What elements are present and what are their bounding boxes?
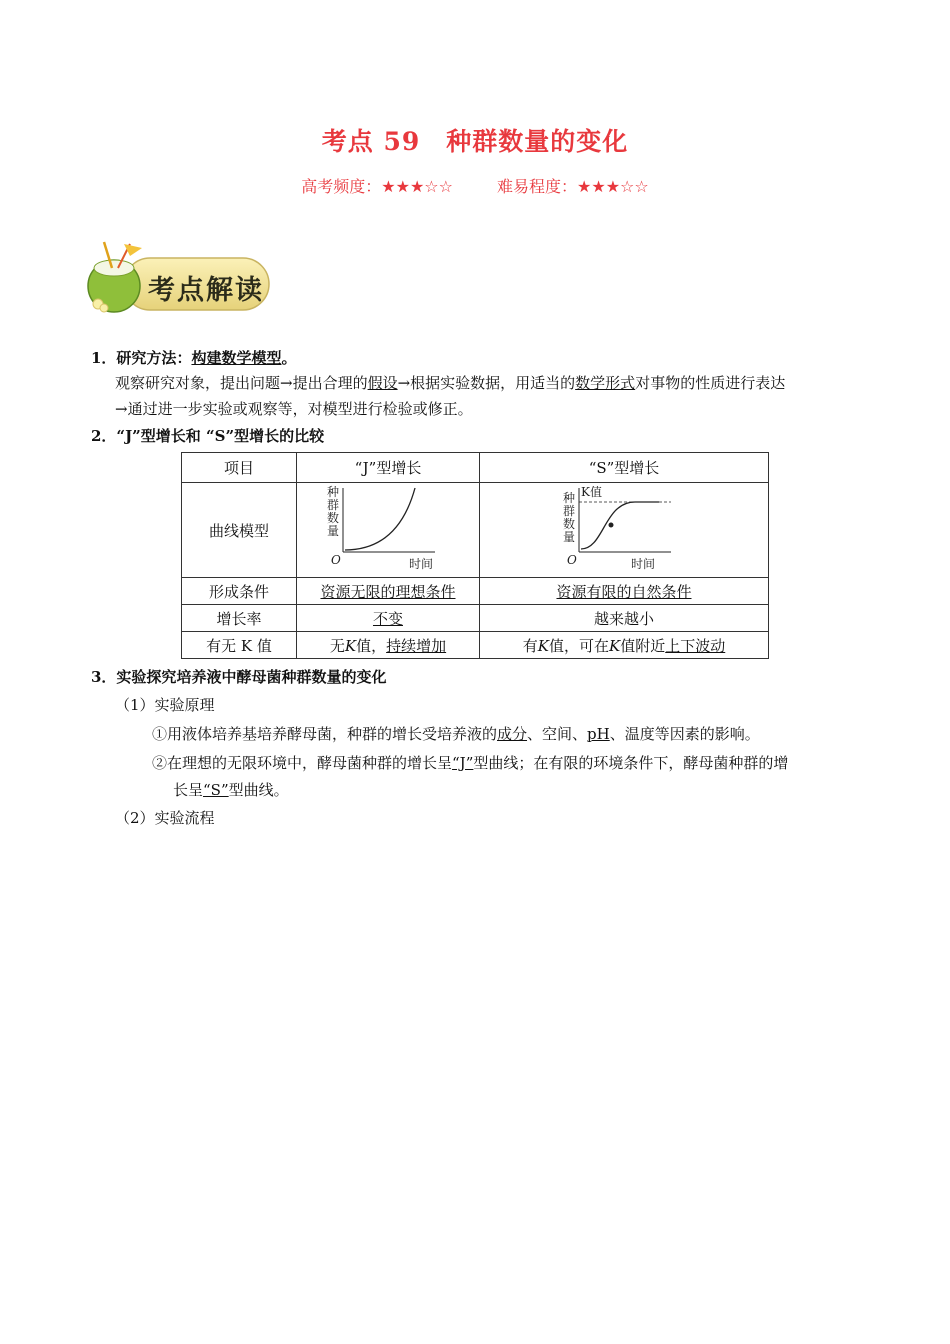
row-label-k: 有无 K 值 xyxy=(182,632,297,659)
y-label-char: 种 xyxy=(563,491,576,505)
rating-line xyxy=(0,174,950,197)
table-row xyxy=(182,605,769,632)
k-value-label: K值 xyxy=(581,485,602,499)
j-curve-line xyxy=(345,488,415,550)
inflection-point xyxy=(609,523,614,528)
frequency-rating: 高考频度：★★★☆☆ xyxy=(301,177,453,196)
row-label-condition: 形成条件 xyxy=(182,578,297,605)
j-rate: 不变 xyxy=(297,605,480,632)
section-2-heading: 2．“J”型增长和 “S”型增长的比较 xyxy=(91,427,325,445)
s-condition: 资源有限的自然条件 xyxy=(480,578,769,605)
section-1-heading: 1．研究方法：构建数学模型。 xyxy=(91,349,297,367)
j-curve-graph xyxy=(323,484,453,572)
y-label-char: 量 xyxy=(563,530,576,544)
section-1-line-1: 观察研究对象，提出问题→提出合理的假设→根据实验数据，用适当的数学形式对事物的性质进行表达 xyxy=(115,374,786,392)
row-label-rate: 增长率 xyxy=(182,605,297,632)
origin-label: O xyxy=(567,553,577,567)
j-curve-cell xyxy=(297,483,480,578)
table-row xyxy=(182,578,769,605)
origin-label: O xyxy=(331,553,341,567)
y-label-char: 数 xyxy=(327,511,340,525)
table-row xyxy=(182,632,769,659)
table-header-item: 项目 xyxy=(182,453,297,483)
y-label-char: 群 xyxy=(563,504,576,518)
table-row xyxy=(182,483,769,578)
y-label-char: 群 xyxy=(327,498,340,512)
principle-line-3: 长呈“S”型曲线。 xyxy=(173,781,289,799)
j-k-value: 无K值，持续增加 xyxy=(297,632,480,659)
s-rate: 越来越小 xyxy=(480,605,769,632)
x-axis-label: 时间 xyxy=(409,557,434,571)
table-header-j: “J”型增长 xyxy=(297,453,480,483)
principle-line-2: ②在理想的无限环境中，酵母菌种群的增长呈“J”型曲线；在有限的环境条件下，酵母菌种群的增 xyxy=(152,754,789,772)
table-row xyxy=(182,453,769,483)
s-k-value: 有K值，可在K值附近上下波动 xyxy=(480,632,769,659)
difficulty-rating: 难易程度：★★★☆☆ xyxy=(497,177,649,196)
page-title: 考点 59 种群数量的变化 xyxy=(321,127,629,156)
section-3-heading: 3．实验探究培养液中酵母菌种群数量的变化 xyxy=(91,668,387,686)
s-curve-graph xyxy=(559,484,689,572)
y-label-char: 量 xyxy=(327,524,340,538)
y-label-char: 数 xyxy=(563,517,576,531)
s-curve-cell xyxy=(480,483,769,578)
y-label-char: 种 xyxy=(327,485,340,499)
comparison-table xyxy=(181,452,769,659)
row-label-curve: 曲线模型 xyxy=(182,483,297,578)
sub-heading-principle: （1）实验原理 xyxy=(115,696,215,714)
sub-heading-procedure: （2）实验流程 xyxy=(115,809,215,827)
section-1-line-2: →通过进一步实验或观察等，对模型进行检验或修正。 xyxy=(115,400,473,418)
section-badge-label: 考点解读 xyxy=(148,275,264,306)
principle-line-1: ①用液体培养基培养酵母菌，种群的增长受培养液的成分、空间、pH、温度等因素的影响。 xyxy=(152,725,760,743)
j-condition: 资源无限的理想条件 xyxy=(297,578,480,605)
table-header-s: “S”型增长 xyxy=(480,453,769,483)
x-axis-label: 时间 xyxy=(631,557,656,571)
s-curve-line xyxy=(581,502,659,549)
